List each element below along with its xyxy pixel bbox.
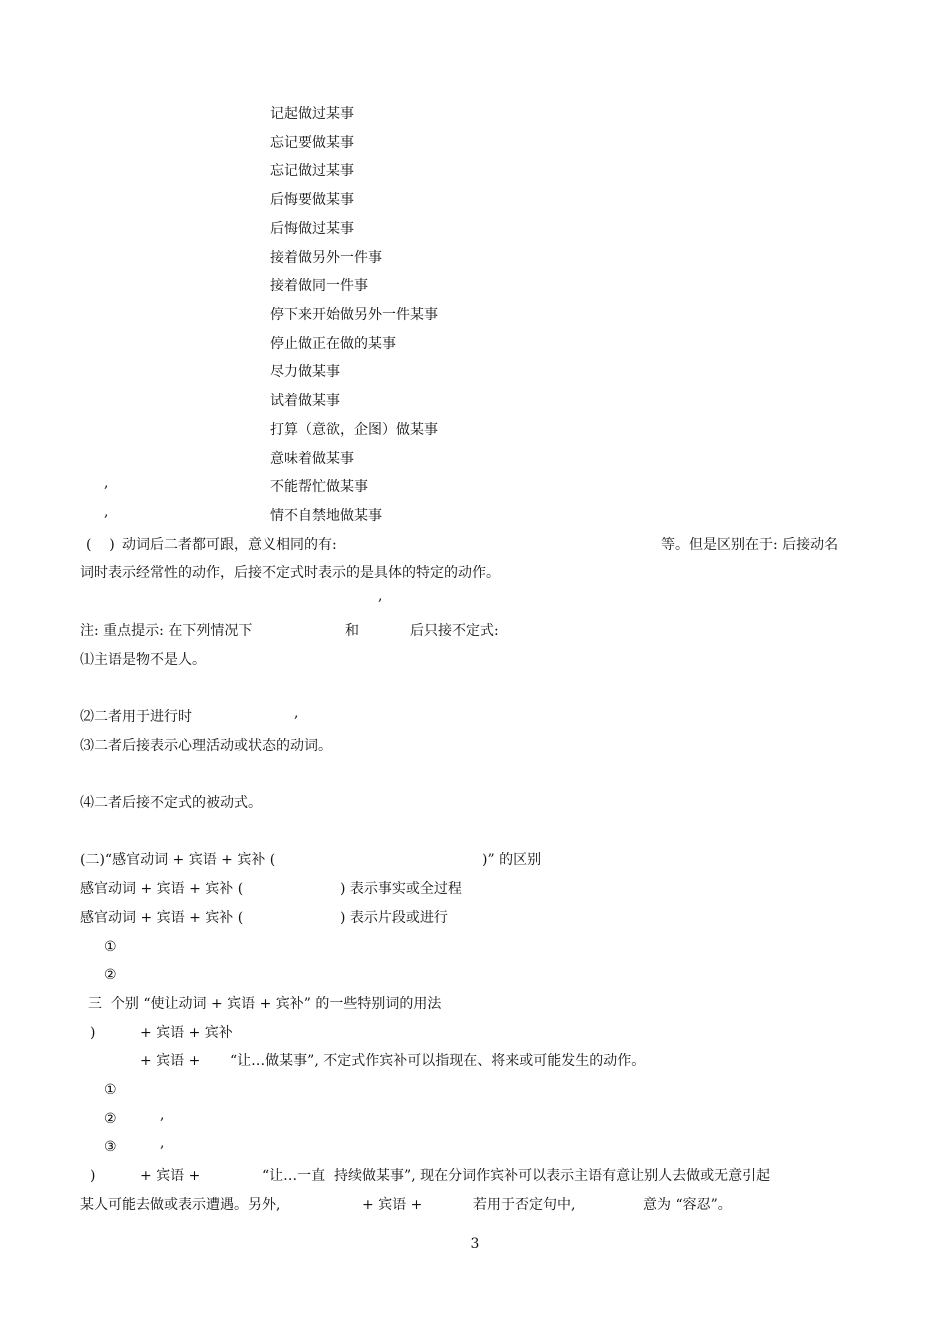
note-tail: 后只接不定式:	[410, 623, 499, 639]
pattern-line: 意为 “容忍”。	[643, 1197, 732, 1213]
meaning-item: 记起做过某事	[270, 106, 354, 122]
section-three-heading: 三 个别 “使让动词 + 宾语 + 宾补” 的一些特别词的用法	[88, 996, 442, 1012]
section-same-lead: 动词后二者都可跟，意义相同的有:	[122, 537, 337, 553]
note-item: ⑴主语是物不是人。	[80, 652, 206, 668]
meaning-item: 情不自禁地做某事	[270, 508, 382, 524]
pattern-line: + 宾语 +	[140, 1168, 201, 1184]
meaning-item: 尽力做某事	[270, 364, 340, 380]
section-two-row: 感官动词 + 宾语 + 宾补 (	[80, 910, 244, 926]
circled-number: ③	[104, 1139, 117, 1155]
stray-comma: ,	[104, 504, 109, 520]
circled-number: ②	[104, 967, 117, 983]
meaning-item: 试着做某事	[270, 393, 340, 409]
page-number: 3	[470, 1236, 480, 1252]
section-two-heading: (二)“感官动词 + 宾语 + 宾补 (	[80, 852, 276, 868]
paren-mark: )	[90, 1168, 96, 1184]
pattern-line: + 宾语 +	[362, 1197, 423, 1213]
pattern-line: 若用于否定句中,	[473, 1197, 576, 1213]
pattern-line: + 宾语 + 宾补	[140, 1025, 233, 1041]
section-same-line2: 词时表示经常性的动作，后接不定式时表示的是具体的特定的动作。	[80, 565, 500, 581]
pattern-line: 某人可能去做或表示遭遇。另外,	[80, 1197, 281, 1213]
note-item: ⑵二者用于进行时	[80, 709, 192, 725]
stray-comma: ,	[160, 1107, 165, 1123]
stray-comma: ,	[104, 475, 109, 491]
meaning-item: 停下来开始做另外一件某事	[270, 307, 438, 323]
stray-comma: ,	[294, 705, 299, 721]
note-item: ⑶二者后接表示心理活动或状态的动词。	[80, 738, 332, 754]
meaning-item: 后悔要做某事	[270, 192, 354, 208]
pattern-desc: “让…做某事”, 不定式作宾补可以指现在、将来或可能发生的动作。	[230, 1053, 646, 1069]
meaning-item: 忘记做过某事	[270, 163, 354, 179]
section-two-row: 感官动词 + 宾语 + 宾补 (	[80, 881, 244, 897]
meaning-item: 停止做正在做的某事	[270, 336, 396, 352]
meaning-item: 后悔做过某事	[270, 221, 354, 237]
stray-comma: ,	[378, 588, 383, 604]
pattern-desc: “让…一直 持续做某事”, 现在分词作宾补可以表示主语有意让别人去做或无意引起	[262, 1168, 771, 1184]
meaning-item: 接着做另外一件事	[270, 250, 382, 266]
circled-number: ①	[104, 1082, 117, 1098]
meaning-item: 接着做同一件事	[270, 278, 368, 294]
stray-comma: ,	[160, 1135, 165, 1151]
section-same-paren: ( )	[86, 537, 115, 553]
paren-mark: )	[90, 1025, 96, 1041]
circled-number: ②	[104, 1111, 117, 1127]
note-and: 和	[345, 623, 359, 639]
section-two-row-desc: ) 表示事实或全过程	[340, 881, 462, 897]
section-two-row-desc: ) 表示片段或进行	[340, 910, 448, 926]
circled-number: ①	[104, 939, 117, 955]
note-item: ⑷二者后接不定式的被动式。	[80, 795, 262, 811]
meaning-item: 忘记要做某事	[270, 135, 354, 151]
meaning-item: 不能帮忙做某事	[270, 479, 368, 495]
meaning-item: 打算（意欲，企图）做某事	[270, 422, 438, 438]
section-two-heading-end: )” 的区别	[482, 852, 542, 868]
note-lead: 注: 重点提示: 在下列情况下	[80, 623, 253, 639]
meaning-item: 意味着做某事	[270, 451, 354, 467]
pattern-line: + 宾语 +	[140, 1053, 201, 1069]
section-same-tail: 等。但是区别在于: 后接动名	[661, 537, 839, 553]
